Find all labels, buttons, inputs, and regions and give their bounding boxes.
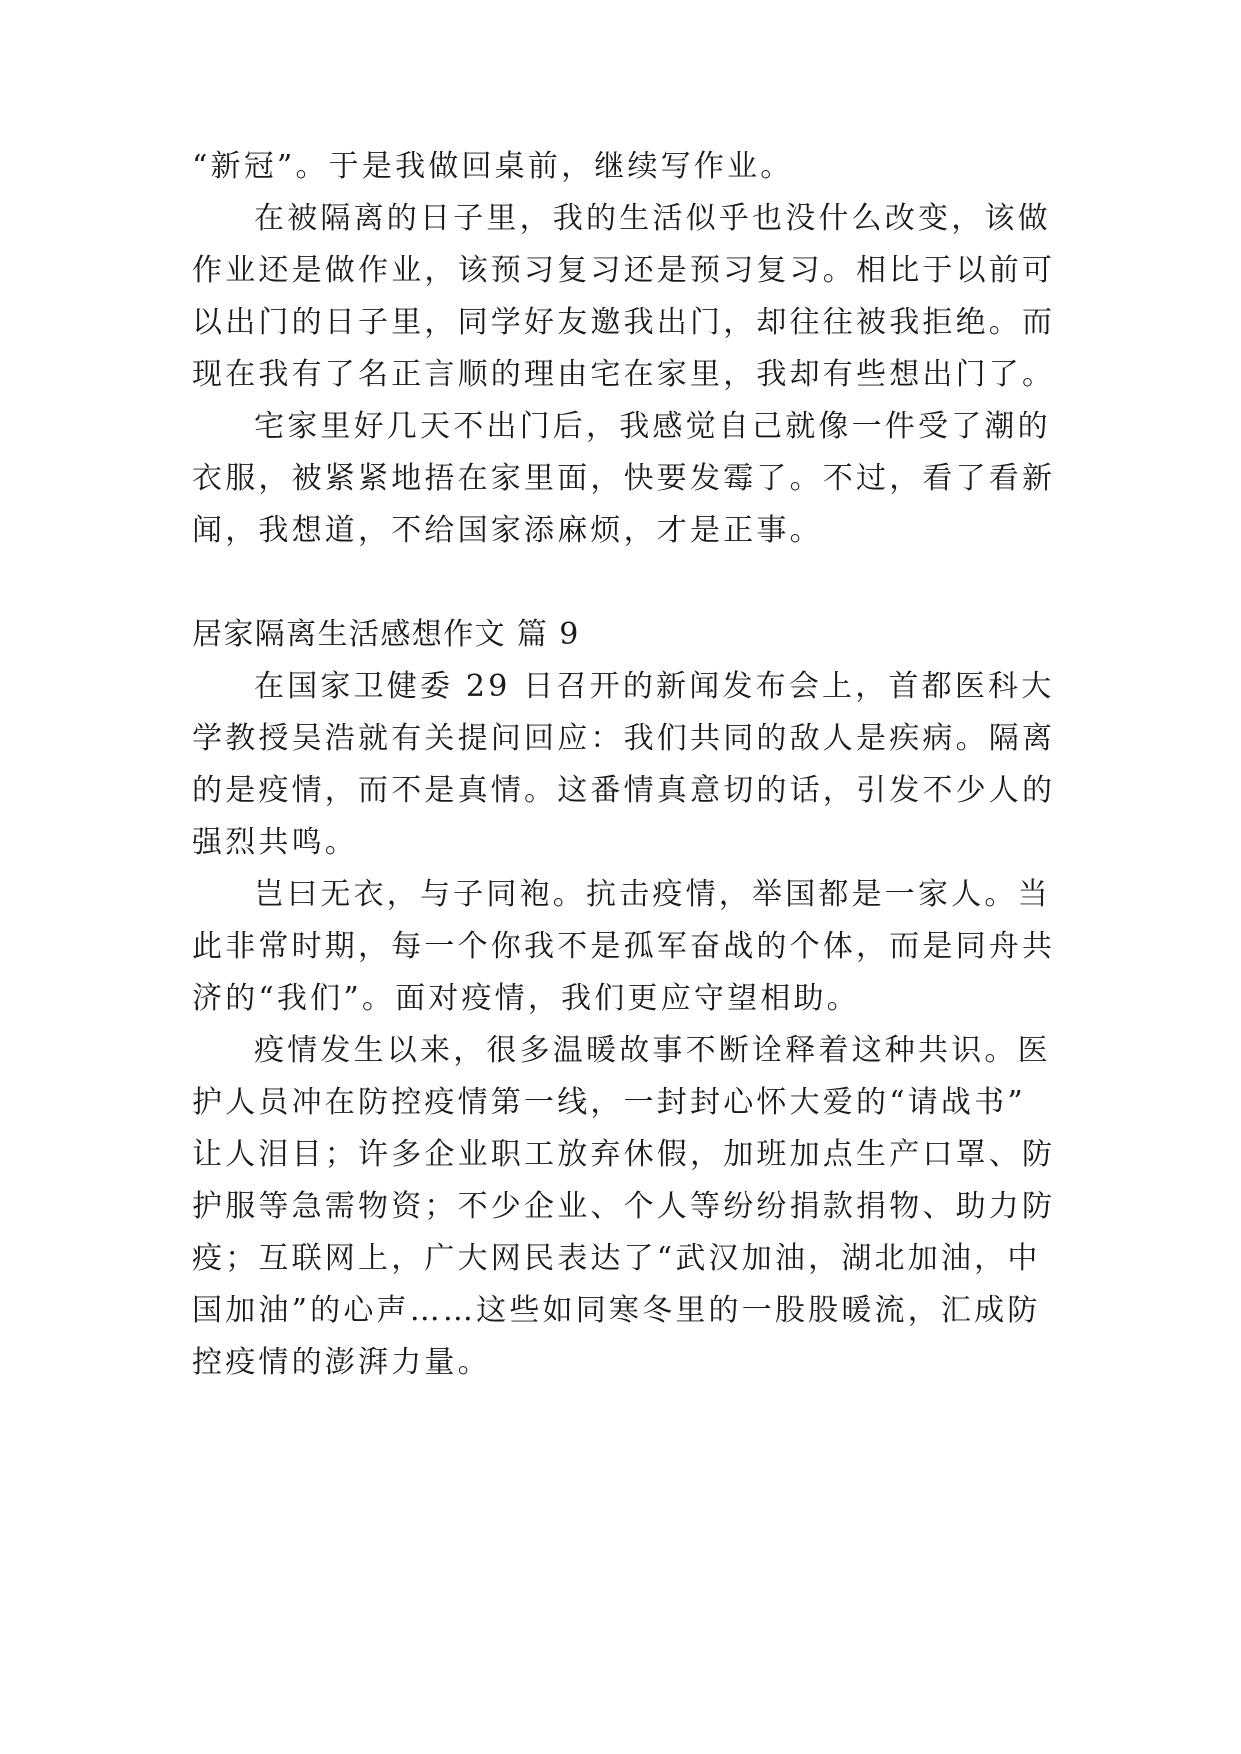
text-line: 此非常时期，每一个你我不是孤军奋战的个体，而是同舟共 [192, 929, 1056, 964]
text-line: 作业还是做作业，该预习复习还是预习复习。相比于以前可 [192, 253, 1056, 288]
paragraph-first-line: 疫情发生以来，很多温暖故事不断诠释着这种共识。医 [254, 1033, 1051, 1068]
text-line: 强烈共鸣。 [192, 825, 358, 860]
text-line: 闻，我想道，不给国家添麻烦，才是正事。 [192, 513, 823, 548]
text-line: 国加油”的心声……这些如同寒冬里的一股股暖流，汇成防 [192, 1293, 1041, 1328]
text-line: 护服等急需物资；不少企业、个人等纷纷捐款捐物、助力防 [192, 1189, 1056, 1224]
text-line: “新冠”。于是我做回桌前，继续写作业。 [192, 149, 794, 184]
text-line: 疫；互联网上，广大网民表达了“武汉加油，湖北加油，中 [192, 1241, 1041, 1276]
paragraph-first-line: 在被隔离的日子里，我的生活似乎也没什么改变，该做 [254, 201, 1051, 236]
paragraph-first-line: 在国家卫健委 29 日召开的新闻发布会上，首都医科大 [254, 669, 1055, 704]
text-line: 以出门的日子里，同学好友邀我出门，却往往被我拒绝。而 [192, 305, 1056, 340]
text-line: 的是疫情，而不是真情。这番情真意切的话，引发不少人的 [192, 773, 1056, 808]
text-line: 学教授吴浩就有关提问回应：我们共同的敌人是疾病。隔离 [192, 721, 1056, 756]
paragraph-first-line: 岂曰无衣，与子同袍。抗击疫情，举国都是一家人。当 [254, 877, 1051, 912]
section-heading: 居家隔离生活感想作文 篇 9 [192, 617, 580, 652]
text-line: 控疫情的澎湃力量。 [192, 1345, 491, 1380]
text-line: 护人员冲在防控疫情第一线，一封封心怀大爱的“请战书” [192, 1085, 1026, 1120]
text-line: 衣服，被紧紧地捂在家里面，快要发霉了。不过，看了看新 [192, 461, 1056, 496]
text-line: 现在我有了名正言顺的理由宅在家里，我却有些想出门了。 [192, 357, 1056, 392]
text-line: 让人泪目；许多企业职工放弃休假，加班加点生产口罩、防 [192, 1137, 1056, 1172]
paragraph-first-line: 宅家里好几天不出门后，我感觉自己就像一件受了潮的 [254, 409, 1051, 444]
text-line: 济的“我们”。面对疫情，我们更应守望相助。 [192, 981, 860, 1016]
